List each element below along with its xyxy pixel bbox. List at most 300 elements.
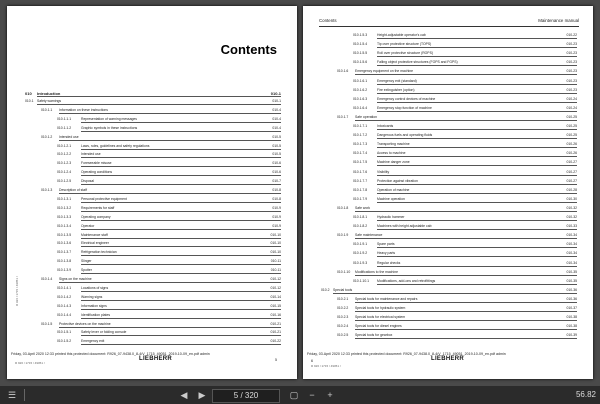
toc-entry[interactable] — [41, 321, 281, 328]
toc-entry[interactable] — [57, 223, 281, 230]
toc-num: 010.1.2.5 — [57, 179, 72, 184]
toc-entry[interactable] — [41, 134, 281, 141]
toc-num: 010.1.5.5 — [353, 51, 368, 56]
toc-num: 010.1.4 — [41, 277, 53, 281]
toc-label: Emergency equipment on the machine — [355, 69, 414, 74]
toc-label: Emergency stop function of machine — [377, 105, 432, 110]
toc-page: 010-23 — [566, 42, 577, 47]
toc-page: 010-25 — [566, 114, 577, 119]
toc-page: 010-5 — [272, 143, 281, 148]
zoom-level[interactable]: 56.82 — [575, 390, 596, 399]
toc-page: 010-35 — [566, 269, 577, 274]
toc-page: 010-6 — [272, 170, 281, 175]
header-manual-title: Maintenance manual — [538, 18, 579, 23]
toc-page: 010-32 — [566, 205, 577, 210]
header-contents: Contents — [319, 18, 337, 23]
toc-num: 010.1.7.4 — [353, 151, 368, 156]
viewer-toolbar — [0, 386, 600, 404]
toc-rule — [377, 93, 577, 94]
toc-rule — [81, 122, 281, 123]
toc-rule — [355, 329, 577, 330]
toc-page: 010-26 — [566, 142, 577, 147]
toc-rule — [377, 65, 577, 66]
toc-num: 010.1.7.5 — [353, 160, 368, 165]
toc-entry[interactable] — [337, 305, 577, 312]
toc-label: Modifications, add-ons and retrofittings — [377, 278, 436, 283]
toc-rule — [377, 175, 577, 176]
toc-page: 010-36 — [566, 287, 577, 292]
toc-entry[interactable] — [337, 314, 577, 321]
toc-entry[interactable] — [57, 249, 281, 256]
toc-entry[interactable] — [57, 169, 281, 176]
toc-rule — [81, 246, 281, 247]
toc-entry[interactable] — [57, 205, 281, 212]
toc-rule — [81, 300, 281, 301]
toc-rule — [377, 165, 577, 166]
toc-entry[interactable] — [337, 205, 577, 212]
toc-label: Maintenance staff — [81, 232, 108, 237]
toc-entry[interactable] — [353, 241, 577, 248]
toc-rule — [355, 311, 577, 312]
toc-num: 010.1 — [25, 99, 34, 103]
toc-rule — [81, 166, 281, 167]
toc-rule — [81, 291, 281, 292]
toc-num: 010.1.8.1 — [353, 215, 368, 219]
toc-page: 010-37 — [566, 306, 577, 310]
toc-entry[interactable] — [57, 160, 281, 167]
toc-label: Special tools for diesel engines — [355, 324, 402, 329]
toc-page: 010-1 — [270, 91, 281, 96]
toc-rule — [355, 211, 577, 212]
toc-rule — [81, 238, 281, 239]
toc-rule — [377, 229, 577, 230]
toc-label: Identification plates — [81, 312, 111, 317]
fit-page-icon[interactable]: ▢ — [289, 390, 299, 400]
toc-label: Warning signs — [81, 294, 103, 299]
toc-rule — [377, 111, 577, 112]
toc-num: 010.1.9.3 — [353, 260, 368, 265]
toc-num: 010.1.6.4 — [353, 105, 368, 110]
toc-label: Hydraulic hammer — [377, 215, 405, 219]
toc-label: Special tools for maintenance and repairs — [355, 296, 418, 301]
toc-page: 010-10 — [270, 241, 281, 246]
liebherr-logo: LIEBHERR — [139, 356, 173, 362]
toc-entry[interactable] — [353, 260, 577, 267]
toc-num: 010.1.7.8 — [353, 187, 368, 192]
page-number-input[interactable]: 5 / 320 — [212, 389, 280, 403]
toc-num: 010.1.1 — [41, 107, 53, 112]
toc-entry[interactable] — [353, 196, 577, 203]
toc-label: Graphic symbols in these instructions — [81, 125, 138, 130]
toc-num: 010.1.4.1 — [57, 285, 72, 290]
toc-entry[interactable] — [353, 223, 577, 230]
toc-rule — [377, 147, 577, 148]
toc-entry[interactable] — [57, 258, 281, 265]
page-number: 5 — [275, 358, 277, 362]
toc-entry[interactable] — [57, 338, 281, 345]
toc-rule — [81, 149, 281, 150]
toc-entry[interactable] — [353, 187, 577, 194]
toc-label: Information signs — [81, 303, 107, 308]
toc-page: 010-25 — [566, 133, 577, 138]
toc-entry[interactable] — [353, 41, 577, 48]
toc-entry[interactable] — [353, 87, 577, 94]
toc-page: 010-12 — [270, 277, 281, 281]
toc-label: Transporting machine — [377, 142, 410, 147]
toc-rule — [377, 156, 577, 157]
toc-rule — [377, 184, 577, 185]
toc-page: 010-9 — [272, 205, 281, 210]
next-page-icon[interactable]: ▶ — [198, 390, 206, 400]
toc-label: Intended use — [81, 152, 101, 157]
footer-ref: R 926 / 1715 / 49051 / — [15, 361, 45, 365]
toc-label: Requirements for staff — [81, 205, 115, 210]
toc-page: 010-14 — [270, 294, 281, 299]
toc-rule — [81, 220, 281, 221]
toc-rule — [81, 229, 281, 230]
toc-entry[interactable] — [25, 98, 281, 105]
toc-entry[interactable] — [41, 276, 281, 283]
toc-page: 010-30 — [566, 196, 577, 201]
toc-label: Modifications to the machine — [355, 269, 398, 274]
toc-num: 010.1.4.3 — [57, 303, 72, 308]
toc-entry[interactable] — [41, 187, 281, 194]
toc-entry[interactable] — [353, 178, 577, 185]
toc-num: 010.1.2.2 — [57, 152, 72, 157]
toc-page: 010-38 — [566, 315, 577, 320]
page-left — [7, 6, 297, 379]
toc-entry[interactable] — [353, 105, 577, 112]
toc-num: 010.2.2 — [337, 306, 349, 310]
toc-entry[interactable] — [353, 159, 577, 166]
toc-entry[interactable] — [353, 214, 577, 221]
toc-page: 010-34 — [566, 242, 577, 247]
toc-entry[interactable] — [57, 267, 281, 274]
toc-rule — [59, 282, 281, 283]
toc-entry[interactable] — [353, 132, 577, 139]
toc-page: 010-9 — [272, 223, 281, 228]
toc-label: Special tools — [333, 287, 353, 292]
toc-page: 010-23 — [566, 78, 577, 83]
toc-page: 010-33 — [566, 224, 577, 229]
toc-entry[interactable] — [353, 123, 577, 130]
toc-label: Access to machine — [377, 151, 406, 156]
toc-num: 010.2.5 — [337, 333, 349, 338]
toc-num: 010.1.5.1 — [57, 330, 72, 335]
toc-label: Electrical engineer — [81, 241, 109, 246]
print-footer: Friday, 03.April 2020 12:33 printed this protected document: R926_07-9438.0_8-4/V_1715_49051_2019-10-09_en.pdf admin — [307, 352, 506, 356]
toc-label: Safe operation — [355, 114, 378, 119]
toc-label: Disposal — [81, 179, 95, 184]
toc-entry[interactable] — [57, 329, 281, 336]
toc-rule — [355, 338, 577, 339]
toc-entry[interactable] — [337, 68, 577, 75]
toc-label: Description of staff — [59, 188, 88, 192]
toc-entry[interactable] — [353, 96, 577, 103]
toc-rule — [377, 129, 577, 130]
toc-num: 010.1.6.3 — [353, 96, 368, 101]
toc-page: 010-23 — [566, 51, 577, 56]
toc-num: 010.1.2.3 — [57, 161, 72, 166]
toc-entry[interactable] — [353, 141, 577, 148]
toc-entry[interactable] — [41, 107, 281, 114]
toc-rule — [81, 131, 281, 132]
toc-page: 010-22 — [566, 33, 577, 37]
toc-label: Information on these instructions — [59, 107, 109, 112]
toc-entry[interactable] — [321, 287, 577, 294]
toc-num: 010.1.5.2 — [57, 339, 72, 344]
toc-rule — [377, 56, 577, 57]
toc-num: 010.1.4.4 — [57, 312, 72, 317]
toc-label: Introduction — [37, 91, 61, 96]
toc-page: 010-11 — [270, 268, 281, 273]
toc-num: 010.1.4.2 — [57, 294, 72, 299]
toc-entry[interactable] — [353, 278, 577, 285]
toc-num: 010.1.7.9 — [353, 196, 368, 201]
toc-page: 010-24 — [566, 105, 577, 110]
toc-rule — [377, 247, 577, 248]
toc-num: 010.1.10 — [337, 269, 351, 274]
toc-entry[interactable] — [57, 214, 281, 221]
toc-label: Height-adjustable operator's cab — [377, 33, 426, 37]
toc-left — [7, 6, 297, 379]
toc-num: 010.1.7 — [337, 114, 349, 119]
toolbar-divider — [24, 389, 25, 401]
prev-page-icon[interactable]: ◀ — [180, 390, 188, 400]
toc-page: 010-34 — [566, 251, 577, 256]
toc-label: Safe work — [355, 205, 371, 210]
toc-rule — [81, 255, 281, 256]
toc-label: Machine operation — [377, 196, 405, 201]
toc-rule — [81, 344, 281, 345]
toc-label: Falling object protective structures (FOPS and FGPS) — [377, 60, 458, 65]
toc-rule — [81, 175, 281, 176]
side-margin-text: R 926 / 1715 / 49051 / — [15, 276, 19, 306]
toc-label: Visibility — [377, 169, 390, 174]
toc-page: 010-38 — [566, 324, 577, 329]
toc-entry[interactable] — [57, 143, 281, 150]
toc-num: 010.1.8.2 — [353, 224, 368, 229]
toc-label: Protection against vibration — [377, 178, 418, 183]
toc-label: Special tools for gearbox — [355, 333, 393, 338]
toc-num: 010.1.2.1 — [57, 143, 72, 148]
toc-page: 010-34 — [566, 233, 577, 238]
toc-page: 010-32 — [566, 215, 577, 219]
toc-page: 010-27 — [566, 160, 577, 165]
toc-label: Representation of warning messages — [81, 116, 137, 121]
toc-num: 010.1.3.3 — [57, 214, 72, 219]
toc-label: Locations of signs — [81, 285, 109, 290]
toc-section-010[interactable] — [25, 90, 281, 97]
liebherr-logo: LIEBHERR — [431, 356, 465, 362]
toc-entry[interactable] — [337, 114, 577, 121]
toc-rule — [81, 318, 281, 319]
toc-page: 010-27 — [566, 178, 577, 183]
toc-page: 010-24 — [566, 96, 577, 101]
toc-label: Signs on the machine — [59, 277, 92, 281]
toc-label: Safety lever or folding console — [81, 330, 127, 335]
toc-rule — [355, 74, 577, 75]
toc-num: 010.1.1.2 — [57, 125, 72, 130]
toc-num: 010.1.10.1 — [353, 278, 370, 283]
toc-num: 010 — [25, 91, 32, 96]
toc-num: 010.1.3.6 — [57, 241, 72, 246]
toc-right — [303, 6, 593, 379]
toc-page: 010-36 — [566, 296, 577, 301]
toc-page: 010-11 — [270, 259, 281, 264]
toc-label: Slinger — [81, 259, 92, 264]
toc-entry[interactable] — [57, 232, 281, 239]
toc-rule — [377, 138, 577, 139]
toc-entry[interactable] — [353, 150, 577, 157]
toc-label: Protective devices on the machine — [59, 321, 111, 326]
toc-label: Operating conditions — [81, 170, 113, 175]
toc-page: 010-21 — [270, 321, 281, 326]
toc-label: Safe maintenance — [355, 233, 383, 238]
toc-entry[interactable] — [57, 116, 281, 123]
toc-num: 010.1.5.6 — [353, 60, 368, 65]
print-footer: Friday, 03.April 2020 12:33 printed this protected document: R926_07-9438.0_8-4/V_1715_49051_2019-10-09_en.pdf admin — [11, 352, 210, 356]
toc-num: 010.1.9.1 — [353, 242, 368, 247]
toc-rule — [377, 84, 577, 85]
toc-rule — [355, 120, 577, 121]
toc-num: 010.1.3.4 — [57, 223, 72, 228]
toc-entry[interactable] — [353, 169, 577, 176]
toc-page: 010-15 — [270, 303, 281, 308]
toc-entry[interactable] — [57, 151, 281, 158]
toc-entry[interactable] — [57, 312, 281, 319]
toc-page: 010-23 — [566, 60, 577, 65]
toc-page: 010-4 — [272, 125, 281, 130]
toc-entry[interactable] — [57, 303, 281, 310]
toc-page: 010-26 — [566, 151, 577, 156]
toc-page: 010-10 — [270, 232, 281, 237]
toc-page: 010-21 — [270, 330, 281, 335]
toc-rule — [81, 202, 281, 203]
toc-entry[interactable] — [57, 294, 281, 301]
toc-num: 010.2.1 — [337, 296, 349, 301]
toc-rule — [377, 220, 577, 221]
toc-num: 010.1.6 — [337, 69, 349, 74]
toc-num: 010.1.3.8 — [57, 259, 72, 264]
toc-num: 010.1.3.1 — [57, 196, 72, 201]
toc-page: 010-23 — [566, 87, 577, 92]
toc-num: 010.1.2 — [41, 134, 53, 139]
toc-page: 010-1 — [272, 99, 281, 103]
toc-num: 010.1.5.4 — [353, 42, 368, 47]
toc-entry[interactable] — [353, 59, 577, 66]
toc-entry[interactable] — [353, 50, 577, 57]
toc-label: Machines with height adjustable cab — [377, 224, 432, 229]
toc-page: 010-8 — [272, 188, 281, 192]
toc-label: Operating company — [81, 214, 111, 219]
toc-rule — [59, 193, 281, 194]
zoom-out-icon[interactable]: − — [309, 390, 315, 400]
toc-rule — [377, 193, 577, 194]
toc-label: Special tools for electrical system — [355, 315, 406, 320]
toc-rule — [81, 157, 281, 158]
toc-page: 010-7 — [272, 179, 281, 184]
toc-label: Special tools for hydraulic system — [355, 306, 406, 310]
toc-page: 010-4 — [272, 107, 281, 112]
toc-entry[interactable] — [353, 250, 577, 257]
toc-entry[interactable] — [337, 296, 577, 303]
toc-rule — [81, 184, 281, 185]
toc-num: 010.1.6.1 — [353, 78, 368, 83]
toc-page: 010-12 — [270, 285, 281, 290]
toc-rule — [37, 104, 281, 105]
toc-rule — [81, 309, 281, 310]
toc-entry[interactable] — [57, 240, 281, 247]
toc-page: 010-35 — [566, 278, 577, 283]
toc-label: Safety warnings — [37, 99, 62, 103]
toc-rule — [59, 140, 281, 141]
toc-num: 010.1.9 — [337, 233, 349, 238]
sidebar-toggle-icon[interactable]: ☰ — [7, 390, 17, 400]
toc-rule — [37, 96, 281, 97]
toc-label: Tip over protective structure (TOPS) — [377, 42, 432, 47]
page-right — [303, 6, 593, 379]
toc-entry[interactable] — [337, 269, 577, 276]
toc-num: 010.1.3.7 — [57, 250, 72, 255]
toc-num: 010.1.6.2 — [353, 87, 368, 92]
toc-rule — [355, 238, 577, 239]
zoom-in-icon[interactable]: + — [327, 390, 333, 400]
toc-page: 010-23 — [566, 69, 577, 74]
toc-entry[interactable] — [57, 125, 281, 132]
toc-entry[interactable] — [337, 323, 577, 330]
toc-entry[interactable] — [337, 232, 577, 239]
toc-page: 010-34 — [566, 260, 577, 265]
toc-num: 010.2.3 — [337, 315, 349, 320]
toc-rule — [377, 256, 577, 257]
toc-num: 010.1.2.4 — [57, 170, 72, 175]
toc-label: Emergency exit (standard) — [377, 78, 417, 83]
toc-rule — [377, 38, 577, 39]
toc-rule — [59, 113, 281, 114]
toc-rule — [377, 202, 577, 203]
toc-entry[interactable] — [353, 78, 577, 85]
toc-num: 010.1.7.2 — [353, 133, 368, 138]
toc-entry[interactable] — [57, 285, 281, 292]
toc-label: Heavy parts — [377, 251, 396, 256]
toc-num: 010.1.1.1 — [57, 116, 72, 121]
toc-num: 010.2 — [321, 287, 330, 292]
toc-num: 010.2.4 — [337, 324, 349, 329]
toc-label: Regular checks — [377, 260, 401, 265]
toc-page: 010-39 — [566, 333, 577, 338]
toc-label: Intoxicants — [377, 124, 394, 128]
toc-page: 010-9 — [272, 214, 281, 219]
toc-rule — [81, 335, 281, 336]
toc-num: 010.1.9.2 — [353, 251, 368, 256]
toc-entry[interactable] — [57, 196, 281, 203]
toc-label: Emergency exit — [81, 339, 105, 344]
toc-num: 010.1.5 — [41, 321, 53, 326]
toc-label: Spare parts — [377, 242, 395, 247]
toc-rule — [377, 266, 577, 267]
toc-page: 010-5 — [272, 152, 281, 157]
toc-label: Spotter — [81, 268, 92, 273]
toc-rule — [377, 47, 577, 48]
toc-entry[interactable] — [353, 32, 577, 39]
toc-rule — [377, 284, 577, 285]
toc-rule — [81, 273, 281, 274]
toc-rule — [59, 327, 281, 328]
toc-entry[interactable] — [337, 332, 577, 339]
toc-label: Roll over protective structure (ROPS) — [377, 51, 433, 56]
toc-entry[interactable] — [57, 178, 281, 185]
